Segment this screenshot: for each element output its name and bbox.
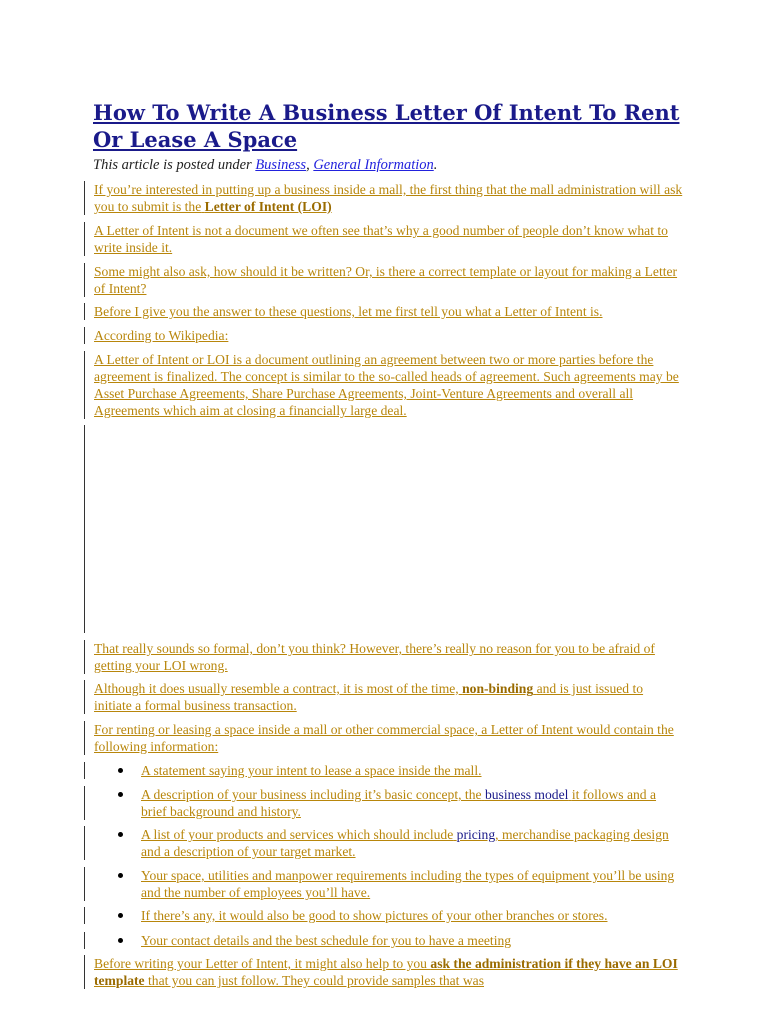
category-link-business[interactable]: Business bbox=[255, 157, 307, 173]
list-item[interactable] bbox=[84, 867, 684, 901]
paragraph-text: Although it does usually resemble a contract, it is most of the time, bbox=[94, 681, 459, 696]
list-item[interactable] bbox=[84, 762, 684, 779]
byline bbox=[93, 157, 437, 174]
empty-block-border bbox=[84, 425, 85, 633]
list-item-text: A statement saying your intent to lease a space inside the mall. bbox=[141, 763, 482, 778]
paragraph-text: and is just issued to initiate a formal business transaction. bbox=[94, 681, 644, 713]
article-title[interactable]: How To Write A Business Letter Of Intent To Rent Or Lease A Space bbox=[93, 100, 680, 152]
bullet-icon bbox=[118, 913, 123, 918]
byline-separator: , bbox=[306, 157, 310, 173]
list-item-text: A description of your business including it’s basic concept, the bbox=[141, 787, 482, 802]
paragraph-renting-info[interactable]: For renting or leasing a space inside a mall or other commercial space, a Letter of Intent would contain the following information: bbox=[84, 721, 684, 755]
bullet-icon bbox=[118, 873, 123, 878]
bullet-icon bbox=[118, 938, 123, 943]
list-item-text: If there’s any, it would also be good to show pictures of your other branches or stores. bbox=[141, 908, 608, 923]
bullet-icon bbox=[118, 832, 123, 837]
list-item[interactable] bbox=[84, 932, 684, 949]
paragraph-loi-template[interactable] bbox=[84, 955, 684, 989]
paragraph-before-answer[interactable]: Before I give you the answer to these questions, let me first tell you what a Letter of Intent is. bbox=[84, 303, 684, 320]
byline-suffix: . bbox=[433, 157, 438, 173]
list-item-text: Your contact details and the best schedule for you to have a meeting bbox=[141, 933, 512, 948]
paragraph-text: that you can just follow. They could provide samples that was bbox=[148, 973, 485, 988]
list-item-text: , merchandise packaging design and a description of your target market. bbox=[141, 827, 669, 859]
paragraph-text: If you’re interested in putting up a business inside a mall, the first thing that the mall administration will ask you to submit is the bbox=[94, 182, 683, 214]
list-item-text: Your space, utilities and manpower requirements including the types of equipment you’ll be using and the number of employees you’ll have. bbox=[141, 868, 675, 900]
bold-text: non-binding bbox=[462, 681, 534, 696]
business-model-link[interactable]: business model bbox=[484, 787, 569, 802]
paragraph-questions[interactable]: Some might also ask, how should it be written? Or, is there a correct template or layout for making a Letter of Intent? bbox=[84, 263, 684, 297]
paragraph-formal[interactable]: That really sounds so formal, don’t you think? However, there’s really no reason for you to be afraid of getting your LOI wrong. bbox=[84, 640, 684, 674]
bold-text: ask the administration if they have an LOI template bbox=[94, 956, 678, 988]
bullet-icon bbox=[118, 768, 123, 773]
bold-text: Letter of Intent (LOI) bbox=[204, 199, 332, 214]
paragraph-according-wikipedia[interactable]: According to Wikipedia: bbox=[84, 327, 684, 344]
paragraph-wikipedia-quote[interactable]: A Letter of Intent or LOI is a document outlining an agreement between two or more parties before the agreement is finalized. The concept is similar to the so-called heads of agreement. Such agreements may be Asset Purchase Agreements, Share Purchase Agreements, Joint-Venture Agreements and overall all Agreements which aim at closing a financially large deal. bbox=[84, 351, 684, 419]
paragraph-loi-uncommon[interactable]: A Letter of Intent is not a document we often see that’s why a good number of people don’t know what to write inside it. bbox=[84, 222, 684, 256]
byline-prefix: This article is posted under bbox=[93, 157, 252, 173]
list-item-text: it follows and a brief background and history. bbox=[141, 787, 657, 819]
paragraph-intro[interactable] bbox=[84, 181, 684, 215]
list-item[interactable] bbox=[84, 826, 684, 860]
paragraph-text: Before writing your Letter of Intent, it might also help to you bbox=[94, 956, 427, 971]
list-item[interactable] bbox=[84, 907, 684, 924]
list-item-text: A list of your products and services which should include bbox=[141, 827, 454, 842]
list-item[interactable] bbox=[84, 786, 684, 820]
category-link-general-information[interactable]: General Information bbox=[313, 157, 434, 173]
paragraph-non-binding[interactable] bbox=[84, 680, 684, 714]
pricing-link[interactable]: pricing bbox=[456, 827, 496, 842]
bullet-icon bbox=[118, 792, 123, 797]
